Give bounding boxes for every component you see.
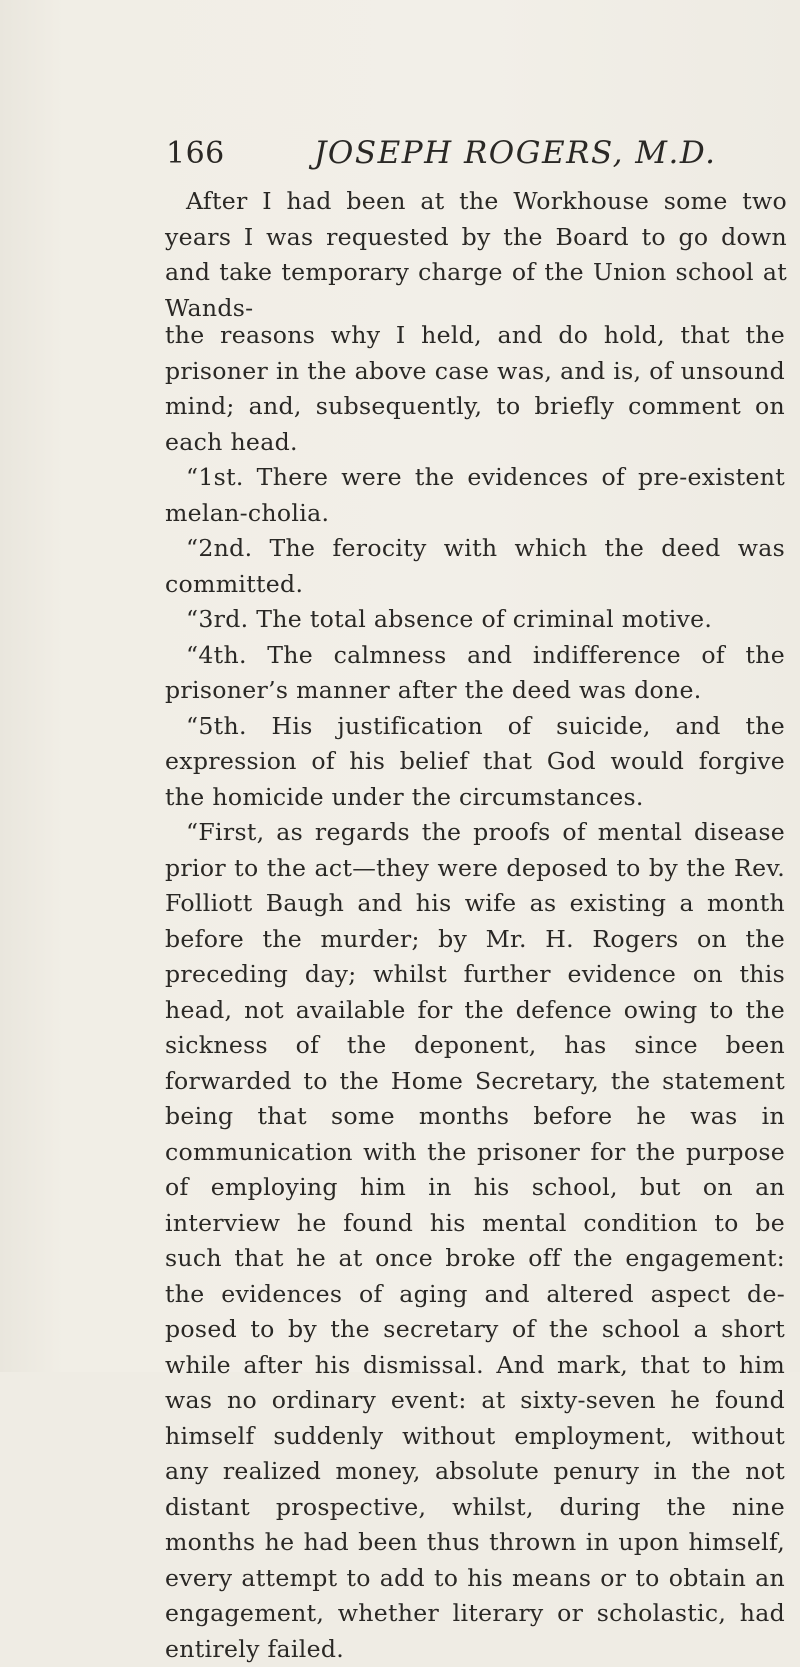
point-fifth: “5th. His justification of suicide, and the expression of his belief that God would forgive the homicide under the circumstances. xyxy=(165,711,785,811)
paragraph-workhouse: After I had been at the Workhouse some two years I was requested by the Board to go down and take temporary charge of the Union school at Wands- xyxy=(165,187,787,322)
paragraph-first-proofs: “First, as regards the proofs of mental disease prior to the act—they were deposed to by the Rev. Folliott Baugh and his wife as existing a month before the murder; by Mr. H. Rogers on the preceding day; whilst further evidence on this head, not available for the defence owing to the sickness of the deponent, has since been forwarded to the Home Secretary, the statement being that some months before he was in communication with the prisoner for the purpose of employing him in his school, but on an interview he found his mental condition to be such that he at once broke off the engagement: the evidences of aging and altered aspect de-posed to by the secretary of the school a short while after his dismissal. And mark, that to him was no ordinary event: at sixty-seven he found himself suddenly without employment, without any realized money, absolute penury in the not distant prospective, whilst, during the nine months he had been thus thrown in upon himself, every attempt to add to his means or to obtain an engagement, whether literary or scholastic, had entirely failed. xyxy=(165,818,785,1663)
point-third: “3rd. The total absence of criminal motive. xyxy=(186,605,713,633)
running-title: JOSEPH ROGERS, M.D. xyxy=(314,135,717,171)
point-second: “2nd. The ferocity with which the deed was committed. xyxy=(165,534,785,598)
point-fourth: “4th. The calmness and indifference of the prisoner’s manner after the deed was done. xyxy=(165,640,785,704)
point-first: “1st. There were the evidences of pre-existent melan-cholia. xyxy=(165,463,785,527)
evidence-text-block xyxy=(165,318,785,1667)
paragraph-reasons: the reasons why I held, and do hold, that the prisoner in the above case was, and is, of unsound mind; and, subsequently, to briefly comment on each head. xyxy=(165,321,785,456)
page-number: 166 xyxy=(166,136,225,171)
page-header xyxy=(166,136,726,176)
